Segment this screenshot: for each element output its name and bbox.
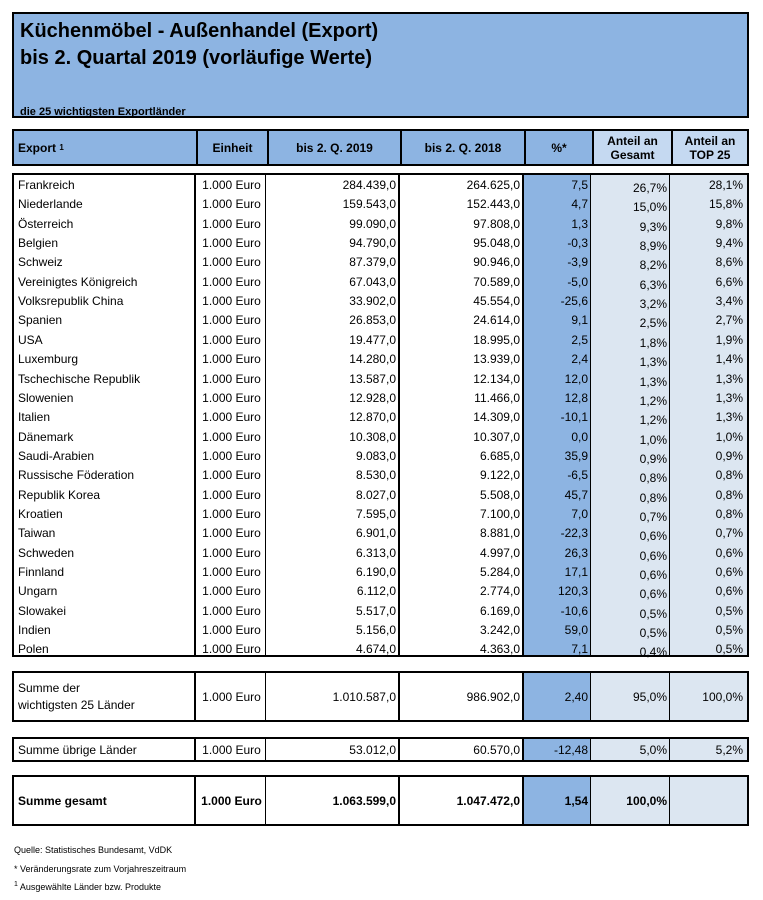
country-name: USA [18,332,43,347]
share-total: 0,5% [639,626,667,641]
header-2019: bis 2. Q. 2019 [267,131,400,164]
value-2018: 6.685,0 [479,448,520,463]
share-top25: 1,3% [715,371,743,386]
value-2018: 152.443,0 [466,197,520,212]
share-total: 0,8% [639,490,667,505]
country-name: Indien [18,623,51,638]
unit: 1.000 Euro [202,526,261,541]
unit: 1.000 Euro [202,506,261,521]
pct-change: 59,0 [564,623,588,638]
sum-other-row [14,739,747,760]
value-2019: 67.043,0 [349,274,396,289]
share-total: 1,3% [639,355,667,370]
pct-change: -3,9 [567,255,588,270]
pct-change: 7,1 [571,642,588,657]
share-top25: 1,4% [715,352,743,367]
sum-top25-label [18,673,135,720]
table-row [14,234,747,253]
share-top25: 0,8% [715,468,743,483]
value-2018: 12.134,0 [473,371,520,386]
share-total: 0,6% [639,529,667,544]
share-top25: 3,4% [715,294,743,309]
pct-change: 45,7 [564,487,588,502]
table-row [14,292,747,311]
share-total: 0,6% [639,587,667,602]
sum-top25-share-total: 95,0% [632,689,667,704]
unit: 1.000 Euro [202,565,261,579]
unit: 1.000 Euro [202,390,261,405]
sum-total-row [14,777,747,824]
table-caption: die 25 wichtigsten Exportländer [20,106,186,118]
footnote-star: * Veränderungsrate zum Vorjahreszeitraum [14,864,187,874]
unit: 1.000 Euro [202,274,261,289]
value-2018: 95.048,0 [473,236,520,251]
share-top25: 6,6% [715,274,743,289]
table-row [14,505,747,524]
pct-change: 2,5 [571,332,588,347]
table-row [14,466,747,485]
table-row [14,176,747,195]
value-2019: 33.902,0 [349,294,396,309]
country-name: Schweden [18,545,75,560]
country-name: Saudi-Arabien [18,448,95,463]
pct-change: 26,3 [564,545,588,560]
sum-top25-label-a: Summe der [18,680,81,695]
unit: 1.000 Euro [202,487,261,502]
share-total: 15,0% [632,200,667,215]
value-2019: 19.477,0 [349,332,396,347]
value-2018: 45.554,0 [473,294,520,309]
pct-change: -0,3 [567,236,588,251]
sum-top25-label-b: wichtigsten 25 Länder [18,697,135,712]
share-total: 26,7% [632,181,667,195]
country-name: Slowenien [18,390,74,405]
footnote-source: Quelle: Statistisches Bundesamt, VdDK [14,845,173,855]
sum-top25-2019: 1.010.587,0 [332,689,396,704]
table-row [14,486,747,505]
unit: 1.000 Euro [202,313,261,328]
table-row [14,195,747,214]
sum-top25-pct: 2,40 [564,689,588,704]
header-export-label: Export [18,140,57,155]
value-2018: 264.625,0 [466,178,520,192]
share-top25: 0,5% [715,642,743,657]
table-row [14,640,747,659]
share-total: 8,9% [639,239,667,254]
share-top25: 0,5% [715,623,743,638]
country-name: Niederlande [18,197,83,212]
share-total: 8,2% [639,258,667,273]
value-2018: 14.309,0 [473,410,520,425]
value-2019: 5.517,0 [355,603,396,618]
value-2018: 24.614,0 [473,313,520,328]
pct-change: 4,7 [571,197,588,212]
country-name: Schweiz [18,255,63,270]
value-2019: 6.190,0 [355,565,396,579]
unit: 1.000 Euro [202,410,261,425]
share-total: 1,8% [639,335,667,350]
table-row [14,621,747,640]
value-2018: 6.169,0 [479,603,520,618]
value-2018: 5.508,0 [479,487,520,502]
share-total: 1,2% [639,413,667,428]
header-export [14,131,196,164]
share-top25: 15,8% [708,197,743,212]
value-2019: 159.543,0 [342,197,396,212]
country-name: Republik Korea [18,487,101,502]
value-2018: 9.122,0 [479,468,520,483]
country-name: Kroatien [18,506,63,521]
unit: 1.000 Euro [202,642,261,657]
share-top25: 1,9% [715,332,743,347]
share-top25: 1,3% [715,410,743,425]
value-2019: 6.112,0 [356,584,396,599]
country-name: Tschechische Republik [18,371,141,386]
value-2018: 2.774,0 [479,584,520,599]
pct-change: 12,8 [564,390,588,405]
value-2018: 8.881,0 [479,526,520,541]
sum-total-2018: 1.047.472,0 [456,793,520,808]
value-2018: 97.808,0 [473,216,520,231]
unit: 1.000 Euro [202,236,261,251]
table-row [14,447,747,466]
table-row [14,544,747,563]
country-name: Österreich [18,216,74,231]
value-2018: 18.995,0 [473,332,520,347]
share-total: 0,8% [639,471,667,486]
value-2019: 6.313,0 [355,545,396,560]
value-2019: 12.928,0 [349,390,396,405]
sum-top25-share-top: 100,0% [702,689,743,704]
pct-change: 120,3 [557,584,588,599]
table-row [14,582,747,601]
value-2019: 12.870,0 [349,410,396,425]
value-2019: 94.790,0 [349,236,396,251]
table-row [14,331,747,350]
share-top25: 1,0% [715,429,743,444]
country-name: Russische Föderation [18,468,135,483]
table-row [14,428,747,447]
unit: 1.000 Euro [202,545,261,560]
header-share-total-b: Gesamt [610,147,655,162]
share-top25: 0,8% [715,487,743,502]
table-row [14,370,747,389]
share-top25: 8,6% [715,255,743,270]
country-name: Belgien [18,236,59,251]
sum-other-2018: 60.570,0 [473,742,520,757]
title-box [12,12,749,118]
value-2019: 10.308,0 [349,429,396,444]
value-2019: 13.587,0 [349,371,396,386]
country-name: Luxemburg [18,352,79,367]
unit: 1.000 Euro [202,448,261,463]
unit: 1.000 Euro [202,623,261,638]
sum-top25-row [14,673,747,720]
value-2018: 4.363,0 [479,642,520,657]
share-top25: 0,6% [715,545,743,560]
share-total: 0,6% [639,568,667,582]
page-title: Küchenmöbel - Außenhandel (Export) [20,20,379,42]
unit: 1.000 Euro [202,468,261,483]
share-top25: 28,1% [708,178,743,192]
sum-other-2019: 53.012,0 [349,742,396,757]
header-share-top [671,131,747,164]
share-top25: 0,7% [715,526,743,541]
unit: 1.000 Euro [202,197,261,212]
footnote-marker: 1 [59,142,64,152]
pct-change: 0,0 [571,429,588,444]
value-2019: 4.674,0 [355,642,396,657]
share-top25: 9,4% [715,236,743,251]
value-2018: 70.589,0 [473,274,520,289]
share-total: 6,3% [639,277,667,292]
share-total: 2,5% [639,316,667,331]
share-top25: 0,9% [715,448,743,463]
pct-change: 7,0 [571,506,588,521]
value-2019: 8.530,0 [355,468,396,483]
value-2019: 9.083,0 [355,448,396,463]
table-row [14,350,747,369]
country-name: Volksrepublik China [18,294,124,309]
table-row [14,253,747,272]
unit: 1.000 Euro [202,584,261,599]
unit: 1.000 Euro [202,294,261,309]
sum-total-unit: 1.000 Euro [201,793,262,808]
share-total: 1,2% [639,393,667,408]
value-2019: 99.090,0 [349,216,396,231]
sum-total-pct: 1,54 [564,793,588,808]
value-2018: 4.997,0 [479,545,520,560]
share-top25: 1,3% [715,390,743,405]
page-subtitle: bis 2. Quartal 2019 (vorläufige Werte) [20,47,372,69]
share-top25: 2,7% [715,313,743,328]
sum-top25-2018: 986.902,0 [466,689,520,704]
table-row [14,563,747,582]
sum-total-label: Summe gesamt [18,793,107,808]
value-2019: 284.439,0 [342,178,396,192]
value-2018: 13.939,0 [473,352,520,367]
sum-total-share-total: 100,0% [626,793,667,808]
sum-other-unit: 1.000 Euro [202,742,261,757]
value-2018: 90.946,0 [473,255,520,270]
sum-other-share-total: 5,0% [639,742,667,757]
country-name: Frankreich [18,178,75,192]
table-row [14,311,747,330]
pct-change: 7,5 [571,178,588,192]
pct-change: 9,1 [571,313,588,328]
sum-other-block [12,737,749,762]
unit: 1.000 Euro [202,371,261,386]
value-2019: 87.379,0 [349,255,396,270]
country-name: Spanien [18,313,63,328]
value-2018: 3.242,0 [479,623,520,638]
header-pct: %* [524,131,592,164]
pct-change: -25,6 [560,294,588,309]
value-2018: 7.100,0 [479,506,520,521]
share-top25: 0,8% [715,506,743,521]
header-share-top-b: TOP 25 [689,147,731,162]
pct-change: -22,3 [560,526,588,541]
country-name: Vereinigtes Königreich [18,274,138,289]
share-total: 0,5% [639,606,667,621]
pct-change: -6,5 [567,468,588,483]
unit: 1.000 Euro [202,178,261,192]
table-header [12,129,749,166]
table-row [14,215,747,234]
unit: 1.000 Euro [202,603,261,618]
pct-change: 1,3 [571,216,588,231]
header-share-total [592,131,671,164]
pct-change: 17,1 [564,565,588,579]
share-total: 0,6% [639,548,667,563]
value-2019: 14.280,0 [349,352,396,367]
footnote-one-text: Ausgewählte Länder bzw. Produkte [17,882,162,892]
sum-other-share-top: 5,2% [715,742,743,757]
table-row [14,602,747,621]
table-row [14,273,747,292]
value-2019: 5.156,0 [355,623,396,638]
share-total: 0,4% [639,645,667,660]
share-total: 9,3% [639,219,667,234]
share-total: 0,7% [639,509,667,524]
pct-change: -10,1 [560,410,588,425]
country-name: Italien [18,410,51,425]
sum-other-label: Summe übrige Länder [18,742,137,757]
unit: 1.000 Euro [202,352,261,367]
footnote-one [14,881,161,892]
sum-total-2019: 1.063.599,0 [332,793,396,808]
unit: 1.000 Euro [202,429,261,444]
value-2019: 7.595,0 [355,506,396,521]
header-unit: Einheit [196,131,267,164]
value-2018: 5.284,0 [479,565,520,579]
share-top25: 0,6% [715,565,743,579]
unit: 1.000 Euro [202,332,261,347]
pct-change: -5,0 [567,274,588,289]
pct-change: 12,0 [564,371,588,386]
share-top25: 9,8% [715,216,743,231]
table-row [14,389,747,408]
share-top25: 0,6% [715,584,743,599]
country-name: Ungarn [18,584,58,599]
unit: 1.000 Euro [202,216,261,231]
country-name: Slowakei [18,603,67,618]
country-name: Polen [18,642,49,657]
country-name: Taiwan [18,526,56,541]
share-total: 1,0% [639,432,667,447]
share-total: 3,2% [639,297,667,312]
footnote-one-marker: 1 [14,881,18,888]
pct-change: -10,6 [560,603,588,618]
value-2018: 11.466,0 [474,390,520,405]
value-2019: 8.027,0 [355,487,396,502]
pct-change: 35,9 [564,448,588,463]
sum-top25-block [12,671,749,722]
table-row [14,408,747,427]
country-name: Dänemark [18,429,74,444]
share-top25: 0,5% [715,603,743,618]
value-2019: 26.853,0 [349,313,396,328]
unit: 1.000 Euro [202,255,261,270]
value-2018: 10.307,0 [473,429,520,444]
sum-other-pct: -12,48 [553,742,588,757]
share-total: 1,3% [639,374,667,389]
table-row [14,524,747,543]
pct-change: 2,4 [571,352,588,367]
sum-total-block [12,775,749,826]
value-2019: 6.901,0 [355,526,396,541]
share-total: 0,9% [639,451,667,466]
country-table [12,173,749,660]
header-share-top-a: Anteil an [684,133,736,148]
sum-top25-unit: 1.000 Euro [202,689,261,704]
country-name: Finnland [18,565,65,579]
header-2018: bis 2. Q. 2018 [400,131,524,164]
header-share-total-a: Anteil an [607,133,658,148]
